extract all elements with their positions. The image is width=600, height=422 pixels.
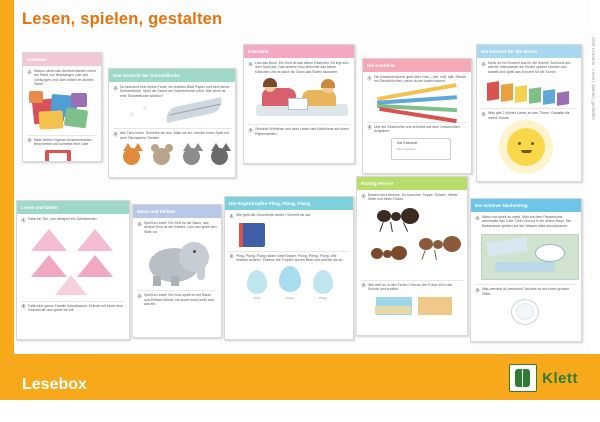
card-title: Lesen und falten bbox=[21, 205, 58, 210]
card-step bbox=[361, 193, 463, 202]
footer-label: Lesebox bbox=[22, 376, 87, 393]
step-text: Falte eine ganze Familie Schwänchen. Erfinde mit ihnen eine Geschichte und spiele sie mit. bbox=[28, 303, 123, 312]
divider bbox=[481, 108, 577, 109]
card-header bbox=[363, 59, 471, 72]
divider bbox=[475, 284, 577, 285]
card-step bbox=[481, 61, 577, 74]
card-header bbox=[17, 201, 129, 214]
klett-logo bbox=[509, 364, 578, 392]
step-number: 2 bbox=[368, 125, 371, 130]
divider bbox=[27, 135, 97, 136]
step-number: 1 bbox=[114, 85, 117, 90]
card-header bbox=[244, 45, 354, 58]
card-body bbox=[477, 58, 581, 171]
illustration-clipboard bbox=[27, 89, 97, 133]
raindrop-caption: Pling bbox=[253, 296, 261, 301]
card-title: Die Kastanie bbox=[367, 63, 395, 68]
step-text: Basteln eine Ameise. Du brauchst: Pappe, Schere, Kleber, Stifte und einen Faden. bbox=[368, 193, 459, 202]
card-title: Ein Konzert für die Sonne bbox=[481, 49, 538, 54]
card-step bbox=[475, 287, 577, 296]
card-schoener-nachmittag[interactable] bbox=[470, 198, 582, 342]
illustration-origami bbox=[21, 225, 125, 299]
card-body bbox=[363, 72, 471, 163]
step-text: Falte ein Tier, zum Beispiel ein Schwänchen. bbox=[28, 217, 98, 221]
step-number: 2 bbox=[230, 254, 233, 258]
card-ameisen[interactable] bbox=[22, 52, 102, 162]
footer-white-strip bbox=[0, 400, 600, 422]
step-text: Was werdest du lesebund! Zeichne es auf einen grosser Teller. bbox=[482, 287, 570, 296]
note-subtitle: Eine Kastanie ... bbox=[397, 146, 419, 151]
card-title: Richtig Ferien! bbox=[361, 181, 394, 186]
illustration-note-card bbox=[367, 136, 467, 160]
step-text: Spielt zu zweit. Ein Kind ist die Maus, das andere Kind ist der Elefant. Lest und spielt den Wille vor. bbox=[144, 221, 217, 234]
divider bbox=[113, 128, 231, 129]
card-step bbox=[21, 217, 125, 223]
card-header bbox=[357, 177, 467, 190]
divider bbox=[21, 301, 125, 302]
page-title: Lesen, spielen, gestalten bbox=[22, 10, 223, 28]
illustration-beach bbox=[361, 294, 463, 316]
card-step bbox=[367, 75, 467, 84]
klett-wordmark: Klett bbox=[542, 369, 578, 387]
step-text: Pling, Plang, Plung haben viele Brüder: Plong, Pleng, Plung. Wie heissen anders? Zeichne die Tropfen auf ein Blatt und schreib sie an. bbox=[236, 253, 344, 262]
card-step bbox=[21, 304, 125, 313]
step-number: 1 bbox=[476, 215, 479, 220]
card-header bbox=[133, 205, 221, 218]
card-step bbox=[248, 127, 350, 136]
card-maus-und-elefant[interactable] bbox=[132, 204, 222, 338]
step-text: Wie geht die Geschichte weiter? Schreib sie auf. bbox=[236, 213, 312, 217]
step-number: 2 bbox=[482, 111, 485, 116]
illustration-clipboard-small bbox=[27, 148, 97, 162]
card-die-kastanie[interactable] bbox=[362, 58, 472, 174]
card-title: Ameisen bbox=[27, 57, 47, 62]
step-number: 1 bbox=[362, 193, 365, 198]
step-text: Lies das Buch. Ein Kind ist das kleine Kästchen. Es legt sich dem Spiel auf. Das andere Kind streichelt das kleine Kästchen, bis es wach ist. Dann das Rollen tauschen. bbox=[255, 61, 349, 74]
illustration-pencils bbox=[367, 86, 467, 120]
step-text: Warum sieht man Ameisenhaufen meist am Rand von Waldwegen oder auf Lichtungen und nicht mitten im dichten Wald? bbox=[34, 69, 96, 87]
card-header bbox=[23, 53, 101, 66]
illustration-sun bbox=[481, 122, 577, 168]
card-header bbox=[471, 199, 581, 212]
step-number: 2 bbox=[28, 138, 31, 143]
card-header bbox=[109, 69, 235, 82]
card-body bbox=[17, 214, 129, 317]
step-text: Alle Tiere lesen. Schreibe sie aus. Male sie an, bemale einen Spiel mit dem Tiermasken-Theater. bbox=[120, 131, 229, 140]
step-number: 1 bbox=[138, 221, 141, 226]
step-number: 2 bbox=[476, 287, 479, 292]
step-text: Denk dir ein Konzert aus für die Sonne! Schmück auf, welche Instrumente die Kinder spielen können und bastelt und spielt das Konzert für die Sonne. bbox=[488, 61, 572, 74]
illustration-bathtub-scene bbox=[475, 230, 577, 282]
klett-mark-icon bbox=[509, 364, 537, 392]
card-body bbox=[357, 190, 467, 319]
illustration-elephant bbox=[137, 236, 217, 288]
step-number: 1 bbox=[230, 213, 233, 218]
card-gewicht-schneeflocke[interactable] bbox=[108, 68, 236, 178]
illustration-ants bbox=[361, 204, 463, 278]
illustration-plate bbox=[475, 298, 577, 324]
step-number: 1 bbox=[482, 61, 485, 66]
card-body bbox=[244, 58, 354, 141]
card-richtig-ferien[interactable] bbox=[356, 176, 468, 336]
card-regentropfen[interactable] bbox=[224, 196, 354, 340]
step-number: 2 bbox=[249, 127, 252, 132]
step-text: Mach und spielt zu zweit. Malt auf dem Pausenplatz welchselte das Café. Dein Kind ist in ein einem Haus. Die Badewanne spielen auf der Wasser alles anzuschauen. bbox=[482, 215, 572, 228]
step-number: 2 bbox=[22, 304, 25, 308]
card-title: Maus und Elefant bbox=[137, 209, 176, 214]
card-step bbox=[113, 131, 231, 140]
card-step bbox=[137, 293, 217, 306]
card-konzert-sonne[interactable] bbox=[476, 44, 582, 182]
divider bbox=[361, 280, 463, 281]
card-body bbox=[109, 82, 235, 175]
step-text: Was gibt 2 Wörter Lieder an den Tönen. Gestalte die meine Sonne. bbox=[488, 111, 570, 120]
step-number: 2 bbox=[114, 131, 117, 136]
divider bbox=[229, 251, 349, 252]
step-number: 1 bbox=[28, 69, 31, 74]
divider bbox=[248, 124, 350, 125]
step-number: 2 bbox=[138, 293, 141, 298]
card-step bbox=[27, 69, 97, 87]
step-text: Spielt zu zweit. Ein Kind spielt es mit Maus-und-Elefant-Wörter, bis sucht eurer weiß wird das ein. bbox=[144, 293, 215, 307]
card-body bbox=[23, 66, 101, 162]
card-body bbox=[225, 210, 353, 309]
card-title: Die Regentropfen Pling, Plang, Plung bbox=[229, 201, 311, 206]
card-lesen-und-falten[interactable] bbox=[16, 200, 130, 340]
step-text: Übe die Geschichte und schreibe auf dem Geschichten-Aufgaben. bbox=[374, 124, 461, 134]
card-step bbox=[27, 138, 97, 147]
card-title: Kästelein bbox=[248, 49, 269, 54]
card-step bbox=[475, 215, 577, 228]
side-note: Klett Lesebox · Lesen, spielen, gestalten bbox=[591, 37, 596, 120]
card-body bbox=[471, 212, 581, 327]
step-text: Du brauchst eine kleine Feder, ein leichtes Blatt Papier und eine kleine Schneeflocke. Spiel die Szene der Schneeflocke nach. Wie leicht ist eine Schneeflocke wirklich? bbox=[120, 85, 230, 98]
illustration-animal-masks bbox=[113, 142, 231, 172]
card-step bbox=[229, 213, 349, 219]
card-step bbox=[361, 283, 463, 292]
card-step bbox=[367, 125, 467, 134]
card-header bbox=[225, 197, 353, 210]
note-title: Die Kastanie bbox=[397, 140, 418, 145]
illustration-notebook bbox=[229, 221, 349, 249]
card-title: Ein schöner Nachmittag bbox=[475, 203, 528, 208]
card-step bbox=[229, 254, 349, 263]
illustration-feather bbox=[113, 100, 231, 126]
card-step bbox=[481, 111, 577, 120]
step-text: Die Kastanienblume geht über Holz – wirf, rollt, fällt. Stecke ein Steckhölzchen, wenn du sie halten kannst. bbox=[374, 75, 467, 84]
illustration-girls-reading bbox=[248, 76, 350, 122]
step-number: 2 bbox=[362, 283, 365, 288]
card-header bbox=[477, 45, 581, 58]
step-number: 1 bbox=[368, 75, 371, 80]
raindrop-caption: Plang bbox=[286, 296, 294, 301]
card-step bbox=[137, 221, 217, 234]
card-kaesteln[interactable] bbox=[243, 44, 355, 164]
step-text: Zeichnet Wörtchen aus dem Leben des Kästchens auf einen Papierstreifen. bbox=[255, 127, 349, 136]
step-text: Male deinen eigenen Ameisenhaufen. Beschreibe und schreibe eine Liste. bbox=[34, 137, 93, 147]
card-step bbox=[113, 85, 231, 98]
step-text: Wie weit du in den Ferien? Nenne vier Fotos mit in die Schule und erzähle. bbox=[368, 282, 453, 292]
divider bbox=[137, 290, 217, 291]
card-step bbox=[248, 61, 350, 74]
illustration-raindrops bbox=[229, 264, 349, 306]
card-body bbox=[133, 218, 221, 311]
step-number: 1 bbox=[249, 61, 252, 66]
illustration-xylophone bbox=[481, 76, 577, 106]
card-title: Das Gewicht der Schneeflocke bbox=[113, 73, 180, 78]
step-number: 1 bbox=[22, 217, 25, 222]
raindrop-caption: Plung bbox=[319, 296, 327, 301]
